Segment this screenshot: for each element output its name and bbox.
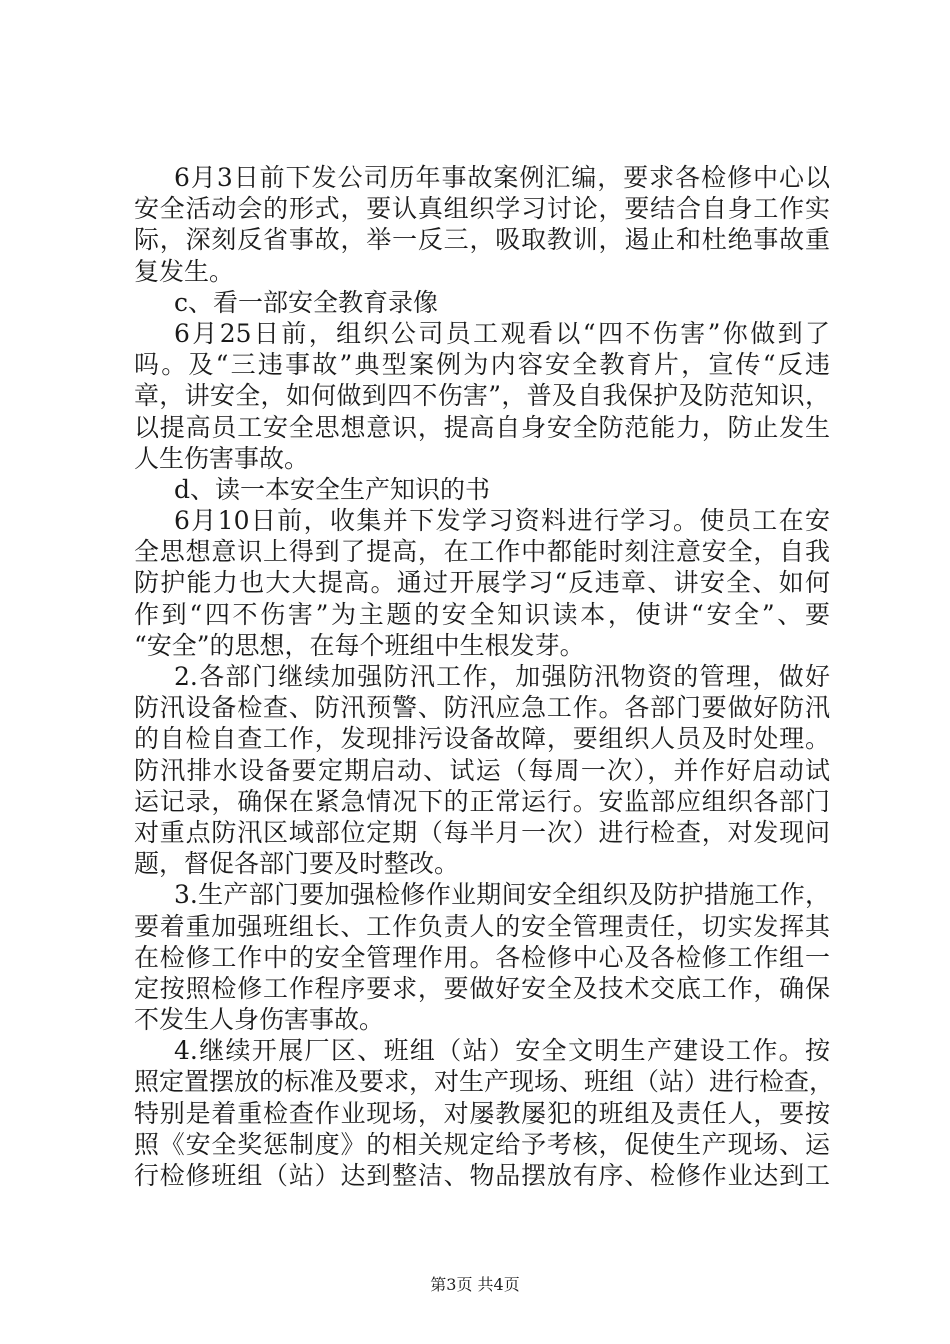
paragraph [134, 474, 830, 505]
text-line: 行检修班组（站）达到整洁、物品摆放有序、检修作业达到工 [134, 1161, 830, 1190]
text-line: 3.生产部门要加强检修作业期间安全组织及防护措施工作， [174, 880, 830, 910]
text-line: 照定置摆放的标准及要求，对生产现场、班组（站）进行检查， [134, 1067, 835, 1097]
text-line: 际，深刻反省事故，举一反三，吸取教训，遏止和杜绝事故重 [134, 225, 830, 255]
text-line: 定按照检修工作程序要求，要做好安全及技术交底工作，确保 [134, 973, 830, 1003]
paragraph [134, 318, 830, 474]
text-line: 复发生。 [134, 256, 235, 286]
text-line: 防汛设备检查、防汛预警、防汛应急工作。各部门要做好防汛 [134, 693, 830, 723]
text-line: d、读一本安全生产知识的书 [174, 474, 491, 504]
text-line: 要着重加强班组长、工作负责人的安全管理责任，切实发挥其 [134, 911, 830, 941]
text-line: 特别是着重检查作业现场，对屡教屡犯的班组及责任人，要按 [134, 1098, 830, 1128]
text-line: 人生伤害事故。 [134, 443, 310, 473]
text-line: 防护能力也大大提高。通过开展学习“反违章、讲安全、如何 [134, 568, 830, 598]
text-line: 运记录，确保在紧急情况下的正常运行。安监部应组织各部门 [134, 786, 830, 816]
text-line: 吗。及“三违事故”典型案例为内容安全教育片，宣传“反违 [134, 350, 830, 380]
text-line: “安全”的思想，在每个班组中生根发芽。 [134, 630, 585, 660]
text-line: 不发生人身伤害事故。 [134, 1005, 385, 1035]
text-line: 的自检自查工作，发现排污设备故障，要组织人员及时处理。 [134, 724, 830, 754]
paragraph [134, 879, 830, 1035]
paragraph [134, 287, 830, 318]
text-line: 全思想意识上得到了提高，在工作中都能时刻注意安全，自我 [134, 537, 830, 567]
text-line: 对重点防汛区域部位定期（每半月一次）进行检查，对发现问 [134, 817, 830, 847]
text-line: 6月10日前，收集并下发学习资料进行学习。使员工在安 [174, 506, 830, 536]
text-line: 题，督促各部门要及时整改。 [134, 849, 460, 879]
text-line: 以提高员工安全思想意识，提高自身安全防范能力，防止发生 [134, 412, 830, 442]
text-line: 6月25日前，组织公司员工观看以“四不伤害”你做到了 [174, 318, 830, 348]
text-line: 4.继续开展厂区、班组（站）安全文明生产建设工作。按 [174, 1036, 830, 1066]
text-line: 章，讲安全，如何做到四不伤害”，普及自我保护及防范知识， [134, 381, 830, 411]
page-footer [0, 1275, 950, 1295]
document-body [134, 162, 835, 1191]
text-line: 2.各部门继续加强防汛工作，加强防汛物资的管理，做好 [174, 662, 830, 691]
paragraph [134, 505, 830, 661]
text-line: c、看一部安全教育录像 [174, 287, 439, 317]
text-line: 安全活动会的形式，要认真组织学习讨论，要结合自身工作实 [134, 194, 830, 224]
text-line: 防汛排水设备要定期启动、试运（每周一次），并作好启动试 [134, 755, 830, 785]
text-line: 作到“四不伤害”为主题的安全知识读本，使讲“安全”、要 [134, 599, 830, 629]
text-line: 照《安全奖惩制度》的相关规定给予考核，促使生产现场、运 [134, 1129, 830, 1159]
page-number-label: 第3页 共4页 [430, 1275, 520, 1294]
text-line: 6月3日前下发公司历年事故案例汇编，要求各检修中心以 [174, 163, 830, 192]
paragraph [134, 162, 830, 287]
paragraph [134, 661, 830, 879]
paragraph [134, 1035, 835, 1191]
text-line: 在检修工作中的安全管理作用。各检修中心及各检修工作组一 [134, 942, 830, 972]
